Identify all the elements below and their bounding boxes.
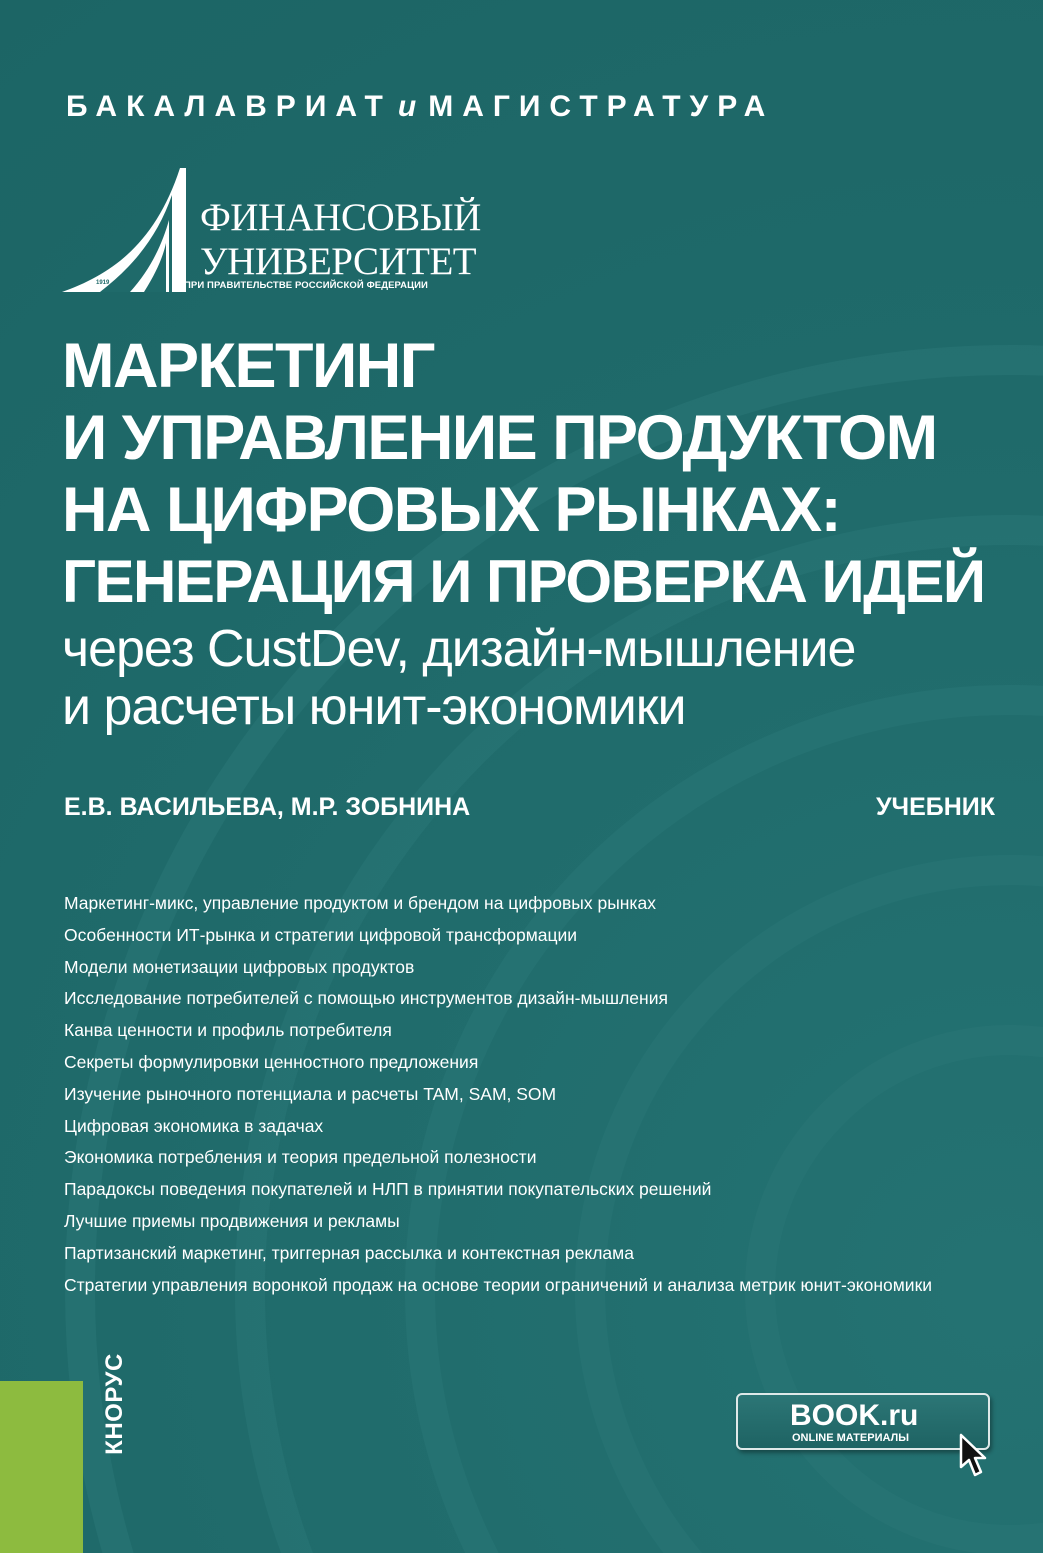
series-master: МАГИСТРАТУРА	[428, 90, 775, 123]
logo-text-line1: ФИНАНСОВЫЙ	[200, 196, 481, 239]
bookru-button[interactable]	[736, 1393, 990, 1450]
series-and: и	[397, 90, 423, 123]
university-logo	[60, 165, 490, 300]
bookru-tagline: ONLINE МАТЕРИАЛЫ	[792, 1432, 910, 1444]
topic-item: Цифровая экономика в задачах	[64, 1115, 324, 1136]
topics-list	[64, 888, 932, 1301]
topic-item: Маркетинг-микс, управление продуктом и брендом на цифровых рынках	[64, 893, 656, 913]
subtitle-line-2: и расчеты юнит-экономики	[62, 678, 686, 736]
title-line-4: ГЕНЕРАЦИЯ И ПРОВЕРКА ИДЕЙ	[62, 548, 985, 615]
topic-item: Изучение рыночного потенциала и расчеты TAM, SAM, SOM	[64, 1083, 557, 1104]
topic-item: Канва ценности и профиль потребителя	[64, 1020, 392, 1041]
publisher-name: КНОРУС	[101, 1353, 128, 1455]
title-line-2: И УПРАВЛЕНИЕ ПРОДУКТОМ	[62, 403, 937, 473]
topic-item: Экономика потребления и теория предельной полезности	[64, 1147, 537, 1168]
logo-text-line3: ПРИ ПРАВИТЕЛЬСТВЕ РОССИЙСКОЙ ФЕДЕРАЦИИ	[184, 280, 428, 291]
authors: Е.В. ВАСИЛЬЕВА, М.Р. ЗОБНИНА	[64, 793, 471, 821]
title-line-1: МАРКЕТИНГ	[62, 331, 434, 401]
topic-item: Парадоксы поведения покупателей и НЛП в принятии покупательских решений	[64, 1179, 712, 1200]
book-title	[62, 330, 1022, 736]
topic-item: Партизанский маркетинг, триггерная рассылка и контекстная реклама	[64, 1242, 634, 1263]
topic-item: Лучшие приемы продвижения и рекламы	[64, 1210, 400, 1231]
series-bachelor: БАКАЛАВРИАТ	[66, 90, 392, 123]
book-type: УЧЕБНИК	[875, 793, 995, 821]
topic-item: Особенности ИТ-рынка и стратегии цифровой трансформации	[64, 924, 578, 945]
topic-item: Секреты формулировки ценностного предложения	[64, 1051, 479, 1072]
topic-item: Стратегии управления воронкой продаж на основе теории ограничений и анализа метрик юнит-экономики	[64, 1274, 933, 1295]
title-line-3: НА ЦИФРОВЫХ РЫНКАХ:	[62, 475, 841, 545]
mouse-pointer-icon	[958, 1433, 988, 1479]
logo-text-line2: УНИВЕРСИТЕТ	[200, 240, 477, 283]
bookru-name: BOOK.ru	[790, 1399, 919, 1432]
accent-bar	[0, 1381, 83, 1553]
subtitle-line-1: через CustDev, дизайн-мышление	[62, 620, 856, 678]
university-logo-icon	[60, 165, 190, 295]
series-label	[66, 90, 926, 124]
topic-item: Модели монетизации цифровых продуктов	[64, 956, 415, 977]
publisher-logo	[100, 1345, 130, 1465]
logo-year: 1919	[96, 280, 110, 286]
topic-item: Исследование потребителей с помощью инструментов дизайн-мышления	[64, 988, 668, 1009]
